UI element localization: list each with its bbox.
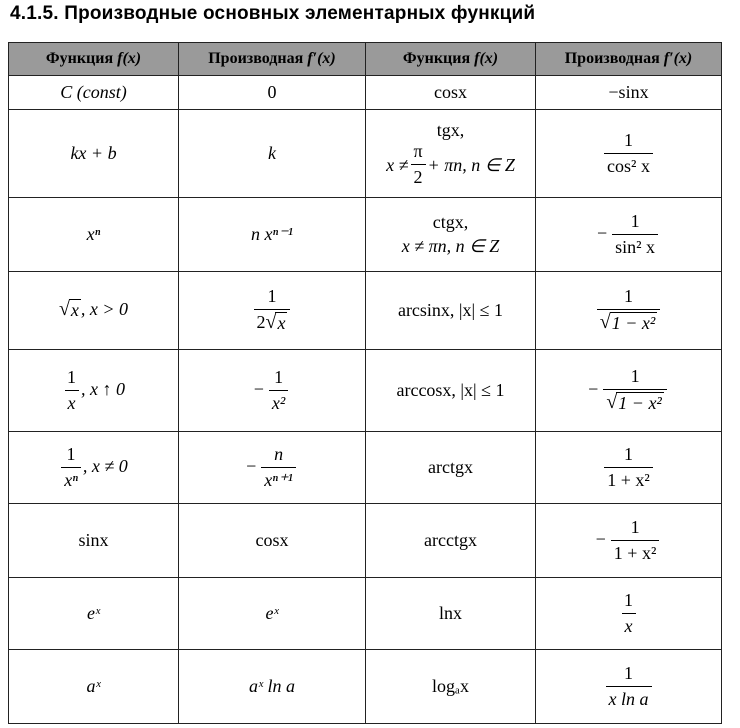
- fraction: [254, 287, 291, 334]
- function-expr: xⁿ: [86, 224, 101, 244]
- table-row: [9, 578, 722, 650]
- cell-derivative: [179, 198, 366, 272]
- header-function-2: [366, 43, 536, 76]
- denominator: [597, 309, 661, 335]
- function-expr: sinx: [78, 530, 109, 550]
- numerator: 1: [630, 365, 640, 386]
- fraction: [61, 445, 81, 490]
- table-header-row: [9, 43, 722, 76]
- function-expr: arccosx, |x| ≤ 1: [396, 380, 505, 400]
- cell-derivative: [179, 272, 366, 350]
- denominator: xⁿ: [61, 467, 81, 491]
- header-symbol: f(x): [474, 50, 499, 67]
- function-line: tgx,: [436, 120, 465, 141]
- fraction: [604, 445, 653, 490]
- fraction: [612, 212, 658, 257]
- cell-derivative: [179, 350, 366, 432]
- numerator: 1: [67, 366, 76, 387]
- header-label: Функция: [402, 50, 471, 67]
- cell-function: [9, 578, 179, 650]
- denominator: xⁿ⁺¹: [261, 467, 296, 491]
- table-row: [9, 504, 722, 578]
- cell-derivative: [536, 650, 722, 724]
- cell-derivative: [179, 578, 366, 650]
- minus-sign: −: [595, 528, 606, 549]
- denominator: [603, 389, 667, 415]
- function-expr: [402, 211, 500, 258]
- function-part: , x > 0: [80, 299, 129, 320]
- fraction: [621, 591, 636, 636]
- sqrt: [600, 312, 658, 335]
- header-label: Производная: [208, 50, 304, 67]
- header-function-1: [9, 43, 179, 76]
- numerator: 1: [624, 285, 633, 306]
- function-line: x ≠ πn, n ∈ Z: [401, 235, 500, 256]
- numerator: 1: [267, 285, 277, 306]
- fraction: [597, 287, 661, 334]
- derivative-expr: eˣ: [265, 603, 279, 623]
- cell-function: [9, 110, 179, 198]
- radicand: 1 − x²: [618, 392, 662, 413]
- table-row: [9, 432, 722, 504]
- cell-derivative: [536, 504, 722, 578]
- minus-sign: −: [596, 222, 608, 243]
- fraction: [611, 518, 660, 563]
- table-row: [9, 198, 722, 272]
- denominator: [254, 309, 291, 335]
- function-expr: lnx: [438, 603, 462, 623]
- cell-derivative: [179, 110, 366, 198]
- function-part: , x ↑ 0: [81, 378, 125, 399]
- header-symbol: f′(x): [663, 50, 693, 67]
- numerator: n: [274, 443, 284, 464]
- radical-sign: √: [606, 390, 618, 413]
- numerator: 1: [66, 443, 76, 464]
- derivative-expr: aˣ ln a: [248, 676, 296, 696]
- numerator: 1: [624, 662, 633, 683]
- cell-function: [366, 110, 536, 198]
- function-expr: arcctgx: [424, 530, 477, 550]
- cell-function: [9, 650, 179, 724]
- numerator: 1: [630, 210, 640, 231]
- cell-function: [366, 432, 536, 504]
- numerator: 1: [624, 589, 633, 610]
- cell-derivative: [536, 76, 722, 110]
- fraction: [603, 367, 667, 414]
- cell-derivative: [536, 272, 722, 350]
- minus-sign: −: [246, 455, 257, 476]
- cell-function: [366, 578, 536, 650]
- fraction: [64, 368, 79, 413]
- radical-sign: √: [599, 310, 611, 333]
- function-part: + πn, n ∈ Z: [427, 154, 515, 175]
- header-label: Производная: [564, 50, 660, 67]
- function-expr: aˣ: [86, 676, 101, 696]
- cell-derivative: [179, 650, 366, 724]
- sqrt: [59, 299, 81, 322]
- radicand: x: [70, 300, 79, 321]
- denominator: 2: [411, 164, 426, 188]
- function-expr: eˣ: [86, 603, 101, 623]
- derivative-expr: n xⁿ⁻¹: [250, 224, 294, 244]
- fraction: [269, 368, 288, 413]
- function-expr: kx + b: [70, 143, 117, 163]
- derivative-expr: −sinx: [608, 82, 649, 102]
- header-symbol: f(x): [117, 50, 142, 67]
- table-row: [9, 110, 722, 198]
- numerator: 1: [630, 516, 640, 537]
- denominator: x: [622, 613, 636, 637]
- cell-function: [9, 504, 179, 578]
- function-expr: [386, 119, 515, 188]
- function-expr: arcsinx, |x| ≤ 1: [397, 300, 504, 320]
- function-expr: C (const): [60, 82, 127, 102]
- function-part: x ≠: [386, 154, 409, 175]
- numerator: π: [413, 141, 423, 162]
- table-row: [9, 76, 722, 110]
- table-row: [9, 650, 722, 724]
- cell-function: [366, 272, 536, 350]
- function-line: [386, 142, 515, 187]
- denominator: x²: [269, 390, 288, 414]
- cell-function: [366, 504, 536, 578]
- function-expr: cosx: [434, 82, 467, 102]
- cell-derivative: [536, 350, 722, 432]
- function-line: ctgx,: [432, 212, 469, 233]
- function-expr: arctgx: [428, 457, 473, 477]
- fraction: [604, 131, 653, 176]
- radicand: x: [277, 312, 286, 333]
- sqrt: [266, 312, 288, 335]
- denominator: cos² x: [604, 153, 653, 177]
- denominator: x ln a: [606, 686, 652, 710]
- derivatives-table: [8, 42, 722, 724]
- cell-derivative: [536, 198, 722, 272]
- function-expr: logₐx: [432, 676, 469, 696]
- denominator: 1 + x²: [604, 467, 653, 491]
- table-row: [9, 350, 722, 432]
- radicand: 1 − x²: [611, 312, 656, 333]
- cell-function: [366, 198, 536, 272]
- denominator: x: [65, 390, 79, 414]
- table-row: [9, 272, 722, 350]
- cell-function: [366, 350, 536, 432]
- numerator: 1: [274, 366, 284, 387]
- cell-derivative: [536, 110, 722, 198]
- numerator: 1: [624, 443, 633, 464]
- header-label: Функция: [45, 50, 114, 67]
- derivative-expr: k: [268, 143, 276, 163]
- fraction: [261, 445, 296, 490]
- denominator: 1 + x²: [611, 540, 660, 564]
- cell-function: [9, 432, 179, 504]
- denominator-coef: 2: [256, 311, 266, 332]
- cell-function: [9, 198, 179, 272]
- derivative-expr: 0: [267, 82, 277, 102]
- numerator: 1: [623, 129, 633, 150]
- fraction: [410, 142, 425, 187]
- cell-derivative: [179, 76, 366, 110]
- minus-sign: −: [588, 378, 599, 399]
- cell-derivative: [536, 578, 722, 650]
- cell-function: [9, 272, 179, 350]
- radical-sign: √: [58, 298, 70, 321]
- cell-derivative: [536, 432, 722, 504]
- header-symbol: f′(x): [307, 50, 336, 67]
- function-part: , x ≠ 0: [82, 455, 128, 476]
- cell-function: [9, 76, 179, 110]
- cell-function: [366, 76, 536, 110]
- cell-function: [366, 650, 536, 724]
- denominator: sin² x: [612, 234, 658, 258]
- cell-derivative: [179, 432, 366, 504]
- fraction: [606, 664, 652, 709]
- page-title: 4.1.5. Производные основных элементарных функций: [10, 3, 536, 24]
- derivative-expr: cosx: [255, 530, 289, 550]
- cell-function: [9, 350, 179, 432]
- cell-derivative: [179, 504, 366, 578]
- header-derivative-1: [179, 43, 366, 76]
- radical-sign: √: [265, 310, 277, 333]
- sqrt: [606, 392, 664, 415]
- minus-sign: −: [253, 378, 264, 399]
- header-derivative-2: [536, 43, 722, 76]
